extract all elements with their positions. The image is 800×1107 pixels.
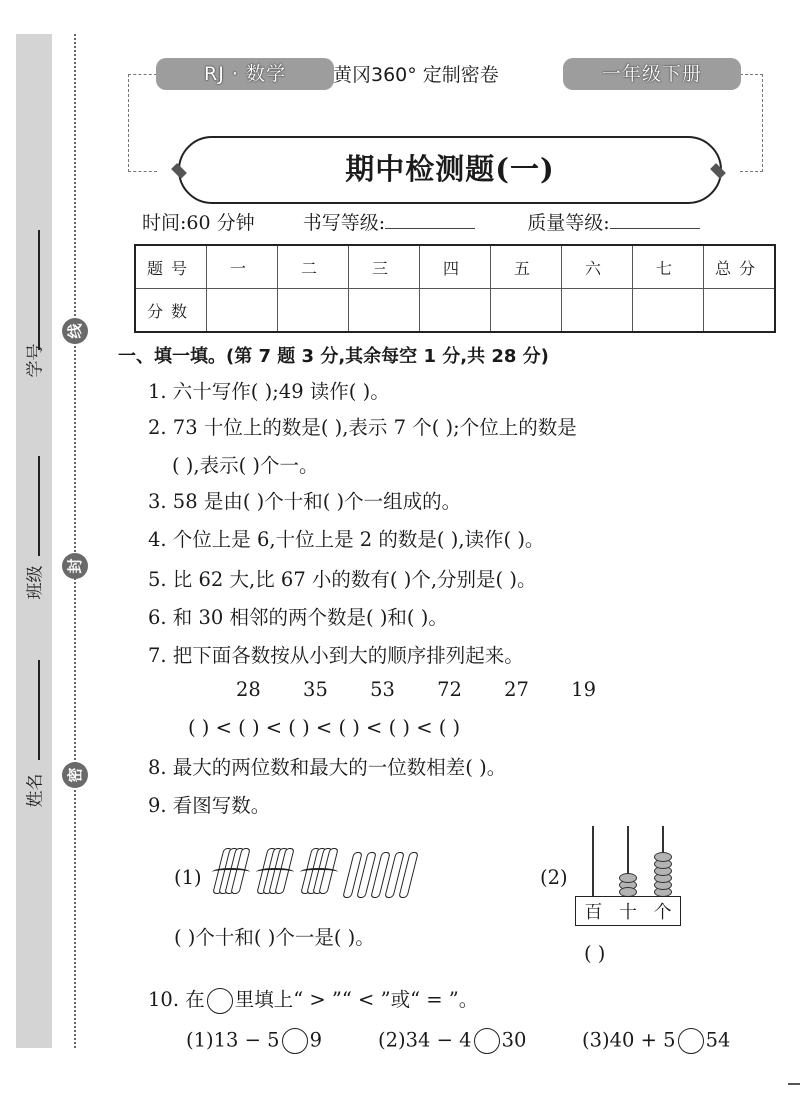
stick-bundle-icon bbox=[212, 848, 248, 892]
student-id-line[interactable] bbox=[38, 230, 40, 350]
compare-value: 54 bbox=[705, 1028, 731, 1052]
brand-name: 黄冈360° 定制密卷 bbox=[333, 64, 499, 86]
writing-grade-label: 书写等级: bbox=[302, 212, 386, 234]
q9-part1-answer: ( )个十和( )个一是( )。 bbox=[174, 926, 375, 949]
subject-badge: RJ · 数学 bbox=[156, 58, 334, 90]
table-header-cell: 一 bbox=[207, 245, 278, 289]
table-header-cell: 三 bbox=[349, 245, 420, 289]
student-id-label: 学号 bbox=[25, 343, 46, 378]
table-row bbox=[135, 245, 775, 289]
ordering-blanks: ( ) < ( ) < ( ) < ( ) < ( ) < ( ) bbox=[188, 716, 461, 739]
writing-grade-field[interactable] bbox=[385, 210, 475, 229]
hundreds-rod bbox=[592, 826, 594, 898]
table-header-cell: 五 bbox=[491, 245, 562, 289]
compare-item-2 bbox=[378, 1028, 526, 1054]
place-hundreds: 百 bbox=[584, 902, 603, 923]
exam-meta bbox=[142, 208, 762, 235]
class-label: 班级 bbox=[25, 565, 46, 600]
table-header-cell: 七 bbox=[633, 245, 704, 289]
compare-value: 9 bbox=[309, 1028, 322, 1052]
score-cell[interactable] bbox=[491, 289, 562, 333]
q9-part2-answer: ( ) bbox=[584, 942, 606, 965]
q10-prefix: 10. 在 bbox=[148, 988, 205, 1011]
compare-item-3 bbox=[582, 1028, 730, 1054]
score-cell[interactable] bbox=[207, 289, 278, 333]
compare-circle-input[interactable] bbox=[474, 1028, 500, 1054]
score-cell[interactable] bbox=[562, 289, 633, 333]
page-title: 期中检测题(一) bbox=[345, 152, 555, 186]
place-ones: 个 bbox=[653, 902, 672, 923]
number-list bbox=[236, 678, 596, 701]
time-limit: 时间:60 分钟 bbox=[142, 212, 255, 234]
right-bracket-line bbox=[740, 74, 763, 172]
question-6: 6. 和 30 相邻的两个数是( )和( )。 bbox=[148, 606, 448, 629]
question-2: 2. 73 十位上的数是( ),表示 7 个( );个位上的数是 bbox=[148, 416, 577, 439]
table-header-cell: 总分 bbox=[704, 245, 776, 289]
score-cell[interactable] bbox=[633, 289, 704, 333]
score-cell[interactable] bbox=[420, 289, 491, 333]
q9-part2-label: (2) bbox=[540, 866, 568, 889]
binding-strip bbox=[16, 34, 52, 1048]
cut-line bbox=[74, 34, 76, 1048]
question-5: 5. 比 62 大,比 67 小的数有( )个,分别是( )。 bbox=[148, 568, 537, 591]
question-9: 9. 看图写数。 bbox=[148, 794, 271, 817]
score-cell[interactable] bbox=[704, 289, 776, 333]
table-header-cell: 四 bbox=[420, 245, 491, 289]
number-item: 35 bbox=[303, 678, 328, 701]
number-item: 28 bbox=[236, 678, 261, 701]
score-cell[interactable] bbox=[278, 289, 349, 333]
seal-seal-icon: 封 bbox=[62, 553, 88, 579]
seal-secret-icon: 密 bbox=[62, 762, 88, 788]
question-10 bbox=[148, 984, 478, 1014]
table-header-cell: 二 bbox=[278, 245, 349, 289]
compare-circle-input[interactable] bbox=[282, 1028, 308, 1054]
number-item: 53 bbox=[370, 678, 395, 701]
question-3: 3. 58 是由( )个十和( )个一组成的。 bbox=[148, 490, 462, 513]
bead-icon bbox=[654, 852, 672, 862]
section-heading: 一、填一填。(第 7 题 3 分,其余每空 1 分,共 28 分) bbox=[118, 346, 549, 367]
compare-item-1 bbox=[186, 1028, 322, 1054]
compare-expr: (1)13 − 5 bbox=[186, 1028, 280, 1052]
table-header-cell: 题号 bbox=[135, 245, 207, 289]
bead-icon bbox=[619, 873, 637, 883]
number-item: 19 bbox=[571, 678, 596, 701]
class-line[interactable] bbox=[38, 456, 40, 556]
q9-part1-label: (1) bbox=[174, 866, 202, 889]
table-row-label: 分数 bbox=[135, 289, 207, 333]
counting-sticks-figure bbox=[212, 848, 418, 898]
stick-bundle-icon bbox=[300, 848, 336, 892]
page-edge-mark bbox=[788, 1083, 800, 1085]
score-table bbox=[134, 244, 776, 333]
left-bracket-line bbox=[128, 74, 157, 172]
number-item: 27 bbox=[504, 678, 529, 701]
q10-suffix: 里填上“ > ”“ < ”或“ = ”。 bbox=[234, 988, 479, 1011]
question-1: 1. 六十写作( );49 读作( )。 bbox=[148, 380, 390, 403]
table-row bbox=[135, 289, 775, 333]
circle-icon bbox=[207, 988, 233, 1014]
quality-grade-field[interactable] bbox=[610, 210, 700, 229]
compare-circle-input[interactable] bbox=[678, 1028, 704, 1054]
compare-value: 30 bbox=[501, 1028, 527, 1052]
place-tens: 十 bbox=[618, 902, 637, 923]
table-header-cell: 六 bbox=[562, 245, 633, 289]
question-8: 8. 最大的两位数和最大的一位数相差( )。 bbox=[148, 756, 507, 779]
name-line[interactable] bbox=[38, 660, 40, 760]
question-4: 4. 个位上是 6,十位上是 2 的数是( ),读作( )。 bbox=[148, 528, 545, 551]
compare-expr: (2)34 − 4 bbox=[378, 1028, 472, 1052]
question-7: 7. 把下面各数按从小到大的顺序排列起来。 bbox=[148, 644, 524, 667]
number-item: 72 bbox=[437, 678, 462, 701]
abacus-base bbox=[575, 896, 681, 926]
stick-bundle-icon bbox=[256, 848, 292, 892]
quality-grade-label: 质量等级: bbox=[527, 212, 610, 234]
seal-line-icon: 线 bbox=[62, 318, 88, 344]
name-label: 姓名 bbox=[25, 773, 46, 808]
question-2-cont: ( ),表示( )个一。 bbox=[172, 454, 319, 477]
compare-expr: (3)40 + 5 bbox=[582, 1028, 676, 1052]
score-cell[interactable] bbox=[349, 289, 420, 333]
grade-badge: 一年级下册 bbox=[563, 58, 741, 90]
